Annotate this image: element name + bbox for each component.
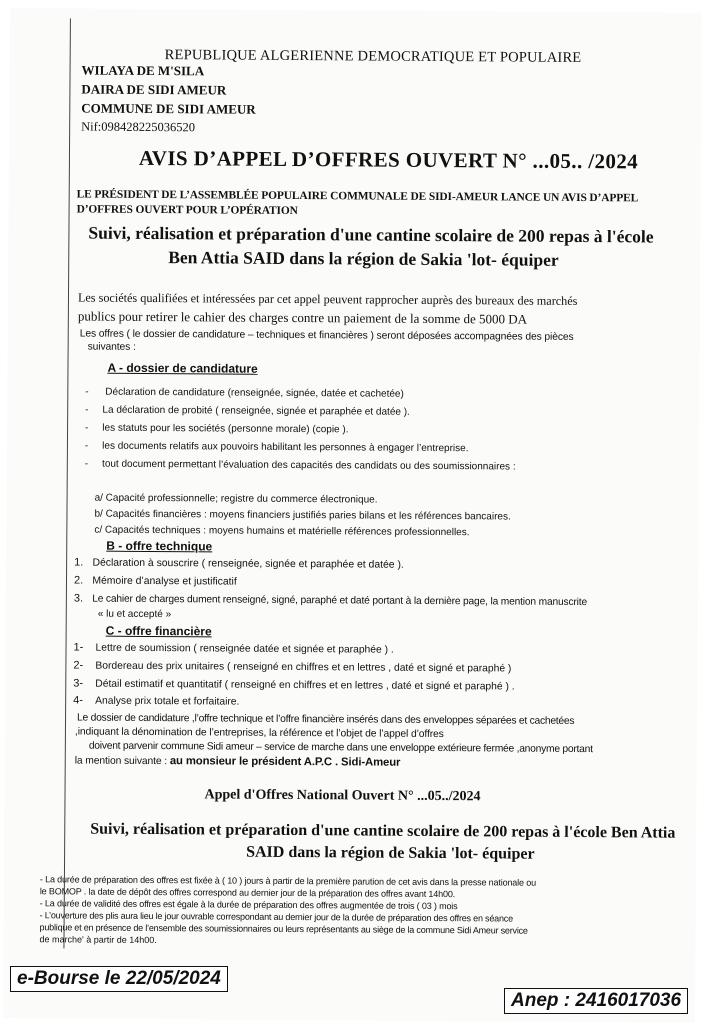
envelope-addressee: au monsieur le président A.P.C . Sidi-Ameur (169, 755, 401, 769)
section-a-title: A - dossier de candidature (107, 360, 258, 376)
list-item: - La déclaration de probité ( renseignée, signée et paraphée et datée ). (85, 404, 410, 418)
commune-line: COMMUNE DE SIDI AMEUR (81, 100, 256, 117)
e-bourse-stamp: e-Bourse le 22/05/2024 (10, 966, 228, 992)
capacity-item: a/ Capacité professionnelle; registre du commerce électronique. (94, 492, 378, 506)
offers-line-2: suivantes : (87, 341, 136, 353)
list-item: - les documents relatifs aux pouvoirs habilitant les personnes à engager l’entreprise. (84, 440, 469, 455)
operation-line-1: Suivi, réalisation et préparation d'une cantine scolaire de 200 repas à l'école (88, 222, 654, 247)
intro-line-2: publics pour retirer le cahier des charges contre un paiement de la somme de 5000 DA (77, 308, 528, 327)
footer-line: le BOMOP . la date de dépôt des offres correspond au dernier jour de la préparation des offres avant 14h00. (39, 886, 456, 900)
operation-line-2: Ben Attia SAID dans la région de Sakia 'lot- équiper (168, 247, 559, 270)
list-item: 3. Le cahier de charges dument renseigné, signé, paraphé et daté portant à la dernière page, la mention manuscrite (73, 592, 588, 609)
nif-line: Nif:098428225036520 (81, 119, 196, 135)
repeat-operation-line-2: SAID dans la région de Sakia 'lot- équiper (246, 843, 535, 863)
list-item-continuation: « lu et accepté » (97, 608, 172, 621)
capacity-item: b/ Capacités financières : moyens financiers justifiés paries bilans et les références bancaires. (94, 508, 511, 523)
footer-line: de marche' à partir de 14h00. (39, 934, 157, 946)
list-item: 4- Analyse prix totale et forfaitaire. (73, 694, 240, 708)
list-item: 1- Lettre de soumission ( renseignée datée et signée et paraphée ) . (73, 641, 394, 656)
envelope-line-1: Le dossier de candidature ,l’offre technique et l’offre financière insérés dans des enveloppes séparées et cachetées (77, 712, 575, 727)
footer-line: publique et en présence de l’ensemble des soumissionnaires ou leurs représentants au siège de la commune Sidi Ameur service (39, 922, 528, 936)
document-title: AVIS D’APPEL D’OFFRES OUVERT N° ...05.. /2024 (138, 145, 639, 174)
footer-line: - La durée de préparation des offres est fixée à ( 10 ) jours à partir de la première parution de cet avis dans la presse nationale ou (39, 874, 536, 888)
list-item: 3- Détail estimatif et quantitatif ( renseigné en chiffres et en lettres , daté et signé et paraphé ) . (73, 677, 515, 693)
wilaya-line: WILAYA DE M'SILA (81, 62, 205, 79)
section-b-title: B - offre technique (106, 538, 213, 554)
offers-line-1: Les offres ( le dossier de candidature – techniques et financières ) seront déposées accompagnées des pièces (79, 328, 574, 343)
daira-line: DAIRA DE SIDI AMEUR (81, 81, 227, 98)
president-line-1: LE PRÉSIDENT DE L’ASSEMBLÉE POPULAIRE COMMUNALE DE SIDI-AMEUR LANCE UN AVIS D’APPEL (76, 188, 639, 205)
capacity-item: c/ Capacités techniques : moyens humains et matérielle références professionnelles. (94, 524, 470, 539)
section-c-title: C - offre financière (105, 623, 212, 639)
intro-line-1: Les sociétés qualifiées et intéressées par cet appel peuvent rapprocher auprès des bureaux des marchés (77, 290, 578, 308)
page-fold-line (63, 18, 70, 948)
president-line-2: D’OFFRES OUVERT POUR L’OPÉRATION (76, 203, 298, 218)
list-item: - tout document permettant l’évaluation des capacités des candidats ou des soumissionnaires : (84, 458, 516, 473)
envelope-line-4: la mention suivante : au monsieur le président A.P.C . Sidi-Ameur (74, 755, 401, 769)
list-item: - Déclaration de candidature (renseignée, signée, datée et cachetée) (85, 386, 404, 400)
footer-line: - L’ouverture des plis aura lieu le jour ouvrable correspondant au dernier jour de la durée de préparation des offres en séance (39, 910, 513, 924)
document-page (3, 8, 702, 1023)
national-tender-title: Appel d'Offres National Ouvert N° ...05../2024 (204, 787, 481, 805)
envelope-line-3: doivent parvenir commune Sidi ameur – service de marche dans une enveloppe extérieure fermée ,anonyme portant (88, 740, 593, 756)
repeat-operation-line-1: Suivi, réalisation et préparation d'une cantine scolaire de 200 repas à l'école Ben Attia (90, 820, 676, 842)
anep-stamp: Anep : 2416017036 (504, 988, 688, 1014)
republic-heading: REPUBLIQUE ALGERIENNE DEMOCRATIQUE ET POPULAIRE (164, 47, 582, 66)
footer-line: - La durée de validité des offres est égale à la durée de préparation des offres augmentée de trois ( 03 ) mois (39, 898, 458, 912)
list-item: 1. Déclaration à souscrire ( renseignée, signée et paraphée et datée ). (74, 556, 404, 571)
list-item: - les statuts pour les sociétés (personne morale) (copie ). (85, 422, 349, 436)
list-item: 2. Mémoire d’analyse et justificatif (73, 574, 237, 588)
envelope-line-2: ,indiquant la dénomination de l’entreprises, la référence et l’objet de l’appel d’offres (74, 726, 444, 741)
list-item: 2- Bordereau des prix unitaires ( renseigné en chiffres et en lettres , daté et signé et paraphé ) (73, 659, 512, 675)
